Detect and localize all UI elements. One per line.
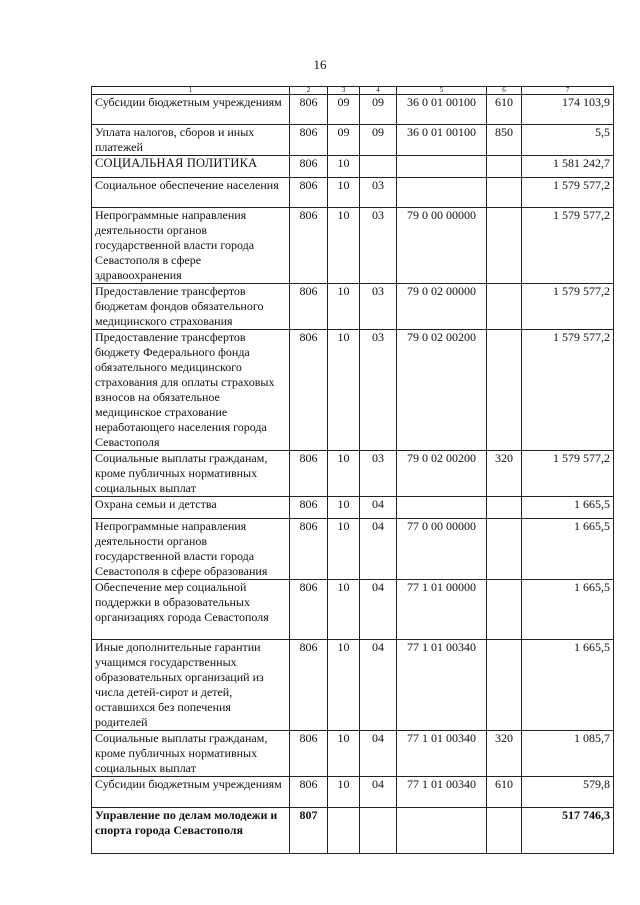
- csr-code-cell: [397, 808, 487, 854]
- amount-cell: 1 085,7: [522, 731, 614, 777]
- csr-code-cell: 79 0 02 00200: [397, 330, 487, 451]
- amount-cell: 1 579 577,2: [522, 208, 614, 284]
- pr-code-cell: 04: [360, 497, 397, 519]
- table-row: [92, 451, 614, 497]
- rz-code-cell: 09: [328, 125, 360, 156]
- csr-code-cell: 79 0 02 00200: [397, 451, 487, 497]
- rz-code-cell: 10: [328, 497, 360, 519]
- vr-code-cell: [487, 330, 522, 451]
- column-number: 5: [397, 87, 487, 95]
- pr-code-cell: 04: [360, 731, 397, 777]
- row-name-cell: Непрограммные направления деятельности органов государственной власти города Севастополя в сфере образования: [92, 519, 290, 580]
- amount-cell: 1 579 577,2: [522, 284, 614, 330]
- pr-code-cell: 03: [360, 451, 397, 497]
- rz-code-cell: [328, 808, 360, 854]
- row-name-cell: СОЦИАЛЬНАЯ ПОЛИТИКА: [92, 156, 290, 178]
- pr-code-cell: 03: [360, 330, 397, 451]
- column-number: 3: [328, 87, 360, 95]
- csr-code-cell: [397, 497, 487, 519]
- table-row: [92, 125, 614, 156]
- csr-code-cell: 77 1 01 00340: [397, 640, 487, 731]
- vr-code-cell: [487, 497, 522, 519]
- amount-cell: 5,5: [522, 125, 614, 156]
- gr-code-cell: 806: [290, 731, 328, 777]
- table-row: [92, 95, 614, 125]
- vr-code-cell: 320: [487, 731, 522, 777]
- vr-code-cell: [487, 178, 522, 208]
- table-row: [92, 284, 614, 330]
- gr-code-cell: 806: [290, 519, 328, 580]
- rz-code-cell: 10: [328, 777, 360, 808]
- pr-code-cell: 09: [360, 95, 397, 125]
- table-row: [92, 178, 614, 208]
- row-name-cell: Социальные выплаты гражданам, кроме публичных нормативных социальных выплат: [92, 731, 290, 777]
- rz-code-cell: 10: [328, 640, 360, 731]
- amount-cell: 1 579 577,2: [522, 330, 614, 451]
- vr-code-cell: [487, 580, 522, 640]
- table-row: [92, 519, 614, 580]
- table-row: [92, 156, 614, 178]
- column-number: 7: [522, 87, 614, 95]
- csr-code-cell: 79 0 00 00000: [397, 208, 487, 284]
- gr-code-cell: 806: [290, 330, 328, 451]
- csr-code-cell: 77 1 01 00340: [397, 777, 487, 808]
- vr-code-cell: 850: [487, 125, 522, 156]
- amount-cell: 1 665,5: [522, 640, 614, 731]
- row-name-cell: Обеспечение мер социальной поддержки в образовательных организациях города Севастополя: [92, 580, 290, 640]
- row-name-cell: Предоставление трансфертов бюджетам фондов обязательного медицинского страхования: [92, 284, 290, 330]
- pr-code-cell: 09: [360, 125, 397, 156]
- gr-code-cell: 806: [290, 777, 328, 808]
- row-name-cell: Уплата налогов, сборов и иных платежей: [92, 125, 290, 156]
- row-name-cell: Охрана семьи и детства: [92, 497, 290, 519]
- column-number: 4: [360, 87, 397, 95]
- table-row: [92, 497, 614, 519]
- table-row: [92, 640, 614, 731]
- rz-code-cell: 10: [328, 330, 360, 451]
- vr-code-cell: 320: [487, 451, 522, 497]
- pr-code-cell: 04: [360, 777, 397, 808]
- amount-cell: 1 579 577,2: [522, 451, 614, 497]
- amount-cell: 1 665,5: [522, 519, 614, 580]
- rz-code-cell: 09: [328, 95, 360, 125]
- budget-table: [91, 86, 614, 854]
- table-row: [92, 731, 614, 777]
- vr-code-cell: [487, 519, 522, 580]
- gr-code-cell: 807: [290, 808, 328, 854]
- row-name-cell: Управление по делам молодежи и спорта города Севастополя: [92, 808, 290, 854]
- rz-code-cell: 10: [328, 284, 360, 330]
- vr-code-cell: 610: [487, 95, 522, 125]
- table-row: [92, 330, 614, 451]
- amount-cell: 1 579 577,2: [522, 178, 614, 208]
- page-number: 16: [313, 57, 327, 72]
- table-body: [92, 95, 614, 854]
- rz-code-cell: 10: [328, 451, 360, 497]
- table-row: [92, 208, 614, 284]
- gr-code-cell: 806: [290, 451, 328, 497]
- gr-code-cell: 806: [290, 284, 328, 330]
- pr-code-cell: [360, 808, 397, 854]
- row-name-cell: Субсидии бюджетным учреждениям: [92, 95, 290, 125]
- vr-code-cell: [487, 284, 522, 330]
- table-row: [92, 808, 614, 854]
- pr-code-cell: 03: [360, 284, 397, 330]
- gr-code-cell: 806: [290, 208, 328, 284]
- row-name-cell: Иные дополнительные гарантии учащимся государственных образовательных организаций из числа детей-сирот и детей, оставшихся без попечения родителей: [92, 640, 290, 731]
- gr-code-cell: 806: [290, 156, 328, 178]
- column-number: 1: [92, 87, 290, 95]
- amount-cell: 1 665,5: [522, 580, 614, 640]
- column-number-row: [92, 87, 614, 95]
- vr-code-cell: [487, 208, 522, 284]
- rz-code-cell: 10: [328, 580, 360, 640]
- rz-code-cell: 10: [328, 519, 360, 580]
- column-number: 6: [487, 87, 522, 95]
- pr-code-cell: 04: [360, 640, 397, 731]
- csr-code-cell: [397, 178, 487, 208]
- vr-code-cell: [487, 808, 522, 854]
- gr-code-cell: 806: [290, 640, 328, 731]
- csr-code-cell: 79 0 02 00000: [397, 284, 487, 330]
- vr-code-cell: [487, 640, 522, 731]
- rz-code-cell: 10: [328, 156, 360, 178]
- amount-cell: 1 665,5: [522, 497, 614, 519]
- gr-code-cell: 806: [290, 580, 328, 640]
- row-name-cell: Предоставление трансфертов бюджету Федерального фонда обязательного медицинского страхования для оплаты страховых взносов на обязательное медицинское страхование неработающего населения города Севастополя: [92, 330, 290, 451]
- row-name-cell: Социальные выплаты гражданам, кроме публичных нормативных социальных выплат: [92, 451, 290, 497]
- gr-code-cell: 806: [290, 497, 328, 519]
- csr-code-cell: 36 0 01 00100: [397, 125, 487, 156]
- pr-code-cell: 03: [360, 178, 397, 208]
- vr-code-cell: 610: [487, 777, 522, 808]
- amount-cell: 1 581 242,7: [522, 156, 614, 178]
- csr-code-cell: 77 0 00 00000: [397, 519, 487, 580]
- table-row: [92, 580, 614, 640]
- pr-code-cell: 03: [360, 208, 397, 284]
- vr-code-cell: [487, 156, 522, 178]
- amount-cell: 174 103,9: [522, 95, 614, 125]
- rz-code-cell: 10: [328, 208, 360, 284]
- pr-code-cell: 04: [360, 519, 397, 580]
- csr-code-cell: [397, 156, 487, 178]
- column-number: 2: [290, 87, 328, 95]
- amount-cell: 517 746,3: [522, 808, 614, 854]
- gr-code-cell: 806: [290, 125, 328, 156]
- gr-code-cell: 806: [290, 95, 328, 125]
- table-row: [92, 777, 614, 808]
- gr-code-cell: 806: [290, 178, 328, 208]
- rz-code-cell: 10: [328, 178, 360, 208]
- row-name-cell: Социальное обеспечение населения: [92, 178, 290, 208]
- rz-code-cell: 10: [328, 731, 360, 777]
- csr-code-cell: 36 0 01 00100: [397, 95, 487, 125]
- pr-code-cell: [360, 156, 397, 178]
- amount-cell: 579,8: [522, 777, 614, 808]
- csr-code-cell: 77 1 01 00000: [397, 580, 487, 640]
- row-name-cell: Субсидии бюджетным учреждениям: [92, 777, 290, 808]
- csr-code-cell: 77 1 01 00340: [397, 731, 487, 777]
- row-name-cell: Непрограммные направления деятельности органов государственной власти города Севастополя в сфере здравоохранения: [92, 208, 290, 284]
- pr-code-cell: 04: [360, 580, 397, 640]
